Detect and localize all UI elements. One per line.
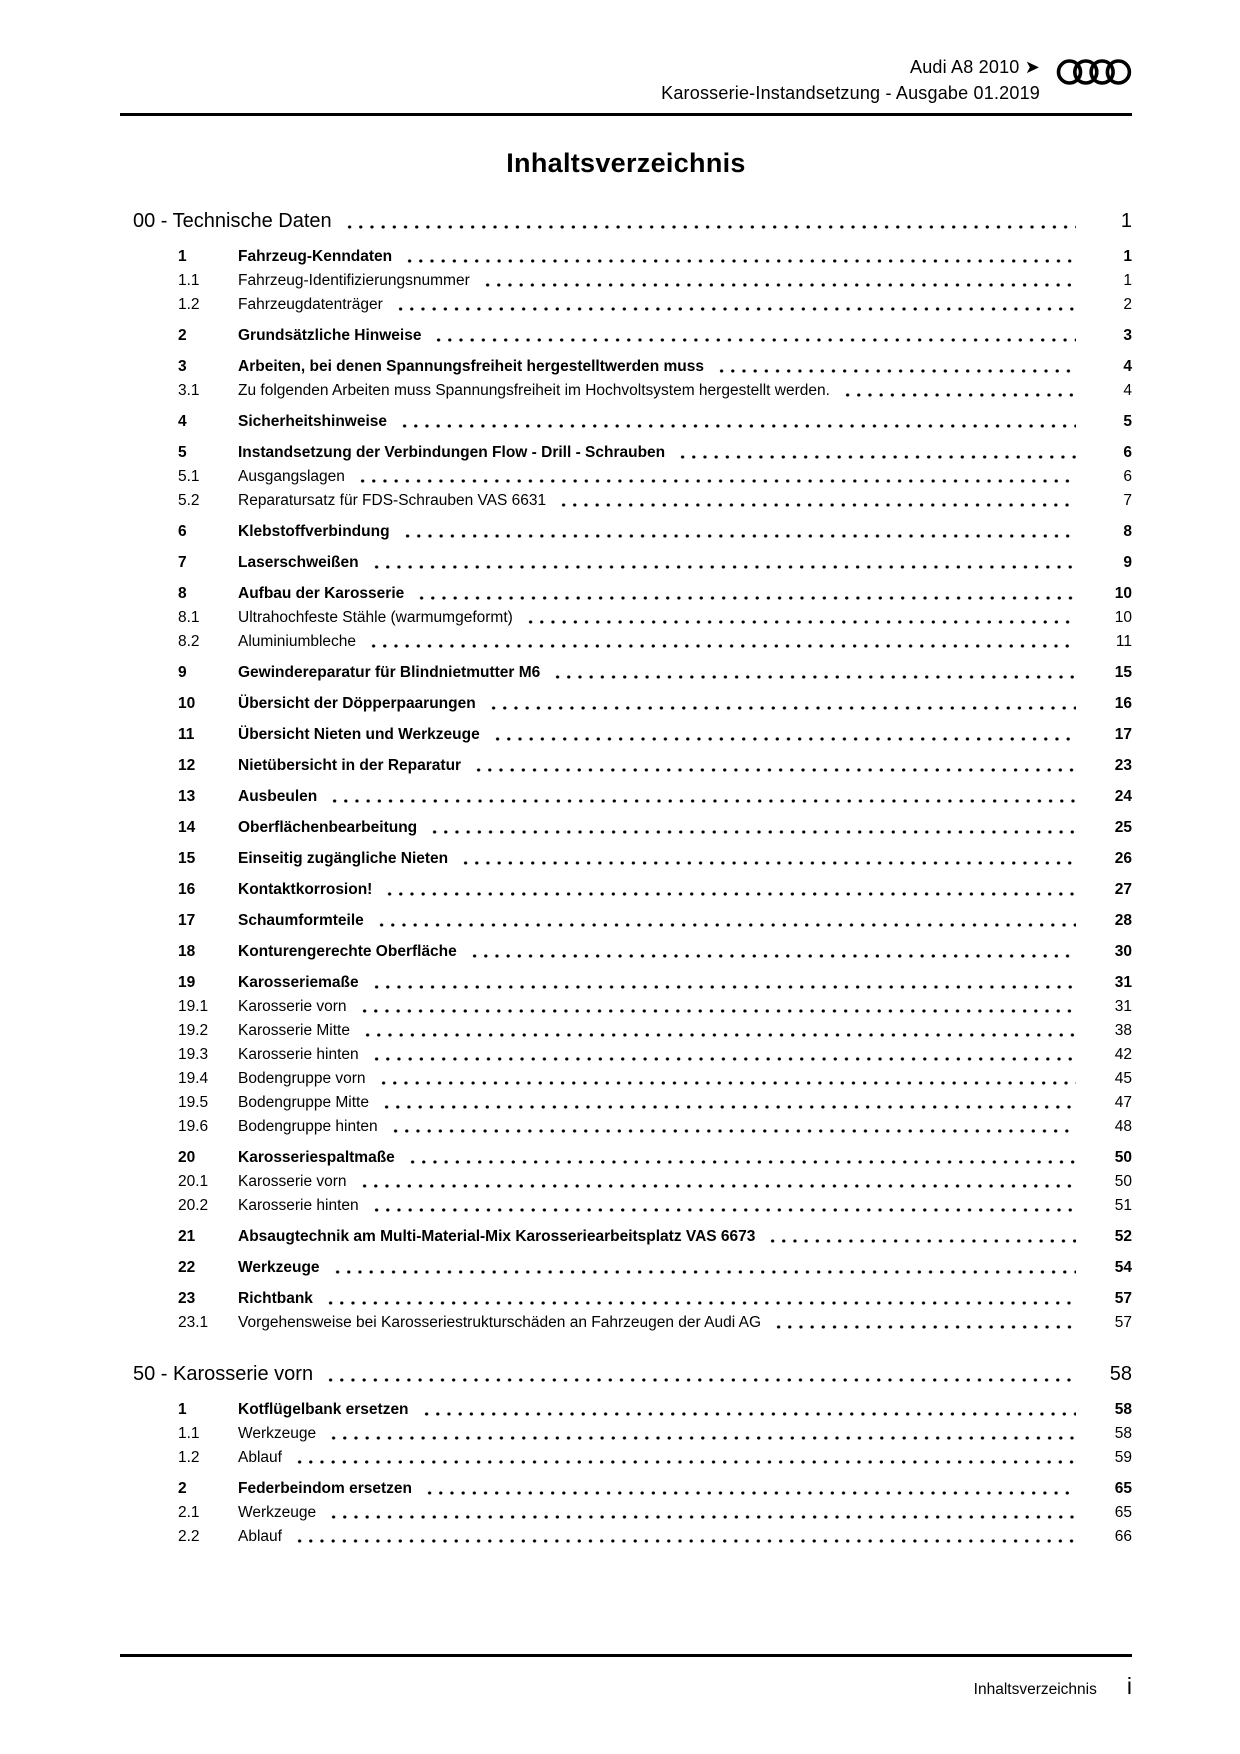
- toc-entry: [120, 631, 1132, 652]
- dot-leader: [842, 393, 1076, 397]
- entry-page-number: 1: [1123, 272, 1132, 289]
- toc-chapter: [120, 208, 1132, 1333]
- entry-title: Werkzeuge: [238, 1504, 317, 1521]
- toc-entry: [120, 786, 1132, 807]
- dot-leader: [677, 455, 1076, 459]
- dot-leader: [399, 424, 1076, 428]
- entry-title: Schaumformteile: [238, 912, 364, 929]
- entry-page-number: 4: [1123, 358, 1132, 375]
- toc-entry: [120, 380, 1132, 401]
- entry-number: 2.2: [178, 1528, 200, 1545]
- dot-leader: [362, 1033, 1076, 1037]
- dot-leader: [328, 1515, 1076, 1519]
- toc-entry: [120, 1312, 1132, 1333]
- entry-number: 18: [178, 943, 196, 960]
- entry-number: 19.5: [178, 1094, 209, 1111]
- toc-entry: [120, 662, 1132, 683]
- entry-page-number: 51: [1114, 1197, 1132, 1214]
- entry-title: Fahrzeug-Identifizierungsnummer: [238, 272, 470, 289]
- entry-page-number: 10: [1114, 585, 1132, 602]
- entry-page-number: 11: [1115, 633, 1132, 650]
- entry-title: Arbeiten, bei denen Spannungsfreiheit hergestelltwerden muss: [238, 358, 704, 375]
- header-divider: [120, 113, 1132, 116]
- dot-leader: [473, 768, 1076, 772]
- entry-page-number: 2: [1123, 296, 1132, 313]
- entry-page-number: 50: [1114, 1149, 1132, 1166]
- entry-page-number: 52: [1114, 1228, 1132, 1245]
- entry-title: Absaugtechnik am Multi-Material-Mix Karosseriearbeitsplatz VAS 6673: [238, 1228, 756, 1245]
- entry-number: 19.4: [178, 1070, 209, 1087]
- entry-page-number: 57: [1114, 1314, 1132, 1331]
- toc-entry: [120, 294, 1132, 315]
- entry-title: Ausgangslagen: [238, 468, 345, 485]
- toc-entry: [120, 521, 1132, 542]
- entry-number: 12: [178, 757, 196, 774]
- toc-entry: [120, 1195, 1132, 1216]
- dot-leader: [325, 1378, 1076, 1382]
- dot-leader: [488, 706, 1076, 710]
- toc-entry: [120, 1171, 1132, 1192]
- entry-number: 1: [178, 248, 187, 265]
- toc-entry: [120, 246, 1132, 267]
- page-title: Inhaltsverzeichnis: [506, 148, 746, 178]
- header-model-line: Audi A8 2010 ➤: [910, 57, 1040, 77]
- entry-number: 17: [178, 912, 196, 929]
- dot-leader: [384, 892, 1076, 896]
- entry-number: 1.1: [178, 272, 200, 289]
- entry-number: 22: [178, 1259, 196, 1276]
- entry-title: Konturengerechte Oberfläche: [238, 943, 457, 960]
- entry-number: 10: [178, 695, 196, 712]
- dot-leader: [329, 799, 1076, 803]
- entry-number: 7: [178, 554, 187, 571]
- entry-page-number: 27: [1114, 881, 1132, 898]
- entry-title: Gewindereparatur für Blindnietmutter M6: [238, 664, 541, 681]
- entry-title: Werkzeuge: [238, 1259, 320, 1276]
- toc-entry: [120, 442, 1132, 463]
- toc-entry: [120, 607, 1132, 628]
- entry-page-number: 1: [1123, 248, 1132, 265]
- toc-entry: [120, 1257, 1132, 1278]
- entry-number: 1: [178, 1401, 187, 1418]
- entry-title: Bodengruppe hinten: [238, 1118, 378, 1135]
- toc-entry: [120, 996, 1132, 1017]
- entry-number: 6: [178, 523, 187, 540]
- entry-title: Ultrahochfeste Stähle (warmumgeformt): [238, 609, 513, 626]
- dot-leader: [460, 861, 1076, 865]
- dot-leader: [407, 1160, 1076, 1164]
- entry-page-number: 38: [1114, 1022, 1132, 1039]
- entry-title: Bodengruppe Mitte: [238, 1094, 369, 1111]
- dot-leader: [492, 737, 1076, 741]
- entry-title: Karosserie vorn: [238, 1173, 347, 1190]
- dot-leader: [344, 225, 1076, 229]
- entry-number: 8.2: [178, 633, 200, 650]
- entry-number: 16: [178, 881, 196, 898]
- entry-page-number: 10: [1114, 609, 1132, 626]
- entry-title: Richtbank: [238, 1290, 313, 1307]
- toc-entry: [120, 724, 1132, 745]
- entry-title: Klebstoffverbindung: [238, 523, 390, 540]
- dot-leader: [371, 1208, 1076, 1212]
- toc-entry: [120, 1068, 1132, 1089]
- toc-entry: [120, 490, 1132, 511]
- entry-title: Karosseriemaße: [238, 974, 359, 991]
- toc-entry: [120, 552, 1132, 573]
- toc-entry: [120, 755, 1132, 776]
- entry-page-number: 26: [1114, 850, 1132, 867]
- entry-page-number: 54: [1114, 1259, 1132, 1276]
- dot-leader: [416, 596, 1076, 600]
- entry-page-number: 16: [1114, 695, 1132, 712]
- toc-entry: [120, 972, 1132, 993]
- dot-leader: [558, 503, 1076, 507]
- entry-page-number: 58: [1114, 1401, 1132, 1418]
- entry-number: 19.3: [178, 1046, 209, 1063]
- toc-entry: [120, 1502, 1132, 1523]
- entry-number: 2.1: [178, 1504, 200, 1521]
- entry-page-number: 4: [1123, 382, 1132, 399]
- entry-number: 11: [178, 726, 195, 743]
- toc-entry: [120, 1020, 1132, 1041]
- toc-entry: [120, 1423, 1132, 1444]
- dot-leader: [773, 1325, 1076, 1329]
- toc-chapter-row: [120, 208, 1132, 234]
- entry-page-number: 5: [1123, 413, 1132, 430]
- page-footer: [120, 1654, 1132, 1700]
- entry-title: Aufbau der Karosserie: [238, 585, 405, 602]
- entry-number: 5.1: [178, 468, 200, 485]
- audi-rings-icon: [1056, 56, 1132, 88]
- entry-title: Kotflügelbank ersetzen: [238, 1401, 409, 1418]
- toc-entry: [120, 941, 1132, 962]
- entry-number: 2: [178, 327, 187, 344]
- entry-number: 5.2: [178, 492, 200, 509]
- toc-entry: [120, 466, 1132, 487]
- entry-page-number: 48: [1114, 1118, 1132, 1135]
- entry-page-number: 23: [1114, 757, 1132, 774]
- entry-page-number: 58: [1114, 1425, 1132, 1442]
- entry-page-number: 47: [1114, 1094, 1132, 1111]
- entry-title: Grundsätzliche Hinweise: [238, 327, 422, 344]
- dot-leader: [294, 1460, 1076, 1464]
- toc-chapter: [120, 1361, 1132, 1547]
- dot-leader: [429, 830, 1076, 834]
- toc-entry: [120, 693, 1132, 714]
- entry-number: 20: [178, 1149, 196, 1166]
- entry-number: 1.2: [178, 1449, 200, 1466]
- entry-page-number: 7: [1123, 492, 1132, 509]
- dot-leader: [371, 1057, 1076, 1061]
- dot-leader: [469, 954, 1076, 958]
- entry-title: Kontaktkorrosion!: [238, 881, 373, 898]
- dot-leader: [359, 1009, 1076, 1013]
- entry-page-number: 45: [1114, 1070, 1132, 1087]
- dot-leader: [402, 534, 1076, 538]
- entry-number: 8: [178, 585, 187, 602]
- entry-number: 19.6: [178, 1118, 209, 1135]
- entry-number: 23: [178, 1290, 196, 1307]
- entry-number: 19: [178, 974, 196, 991]
- toc-entry: [120, 325, 1132, 346]
- dot-leader: [390, 1129, 1076, 1133]
- dot-leader: [404, 259, 1076, 263]
- entry-number: 19.1: [178, 998, 209, 1015]
- entry-number: 21: [178, 1228, 196, 1245]
- dot-leader: [357, 479, 1076, 483]
- entry-title: Fahrzeugdatenträger: [238, 296, 383, 313]
- entry-number: 15: [178, 850, 196, 867]
- dot-leader: [482, 283, 1076, 287]
- toc-entry: [120, 1447, 1132, 1468]
- entry-number: 9: [178, 664, 187, 681]
- toc-entry: [120, 356, 1132, 377]
- entry-page-number: 3: [1123, 327, 1132, 344]
- entry-title: Bodengruppe vorn: [238, 1070, 366, 1087]
- toc-entry: [120, 1116, 1132, 1137]
- entry-title: Übersicht der Döpperpaarungen: [238, 695, 476, 712]
- footer-page-number: i: [1126, 1673, 1132, 1699]
- footer-label: Inhaltsverzeichnis: [973, 1681, 1097, 1698]
- entry-page-number: 66: [1114, 1528, 1132, 1545]
- toc-entry: [120, 270, 1132, 291]
- entry-title: Nietübersicht in der Reparatur: [238, 757, 462, 774]
- header-text: [661, 54, 1040, 106]
- entry-title: Übersicht Nieten und Werkzeuge: [238, 726, 480, 743]
- entry-page-number: 25: [1114, 819, 1132, 836]
- toc: [120, 208, 1132, 1547]
- entry-page-number: 28: [1114, 912, 1132, 929]
- dot-leader: [767, 1239, 1076, 1243]
- entry-page-number: 8: [1123, 523, 1132, 540]
- entry-title: Karosserie hinten: [238, 1197, 359, 1214]
- toc-entry: [120, 817, 1132, 838]
- page-header: [120, 54, 1132, 116]
- dot-leader: [421, 1412, 1076, 1416]
- entry-title: Ablauf: [238, 1449, 282, 1466]
- entry-number: 1.2: [178, 296, 200, 313]
- entry-number: 1.1: [178, 1425, 200, 1442]
- entry-title: Ausbeulen: [238, 788, 318, 805]
- entry-title: Federbeindom ersetzen: [238, 1480, 412, 1497]
- toc-entry: [120, 583, 1132, 604]
- dot-leader: [368, 644, 1076, 648]
- entry-page-number: 50: [1114, 1173, 1132, 1190]
- toc-entry: [120, 1399, 1132, 1420]
- entry-title: Sicherheitshinweise: [238, 413, 388, 430]
- dot-leader: [716, 369, 1076, 373]
- entry-title: Karosserie Mitte: [238, 1022, 350, 1039]
- entry-page-number: 6: [1123, 468, 1132, 485]
- entry-number: 3.1: [178, 382, 200, 399]
- entry-title: Karosserie hinten: [238, 1046, 359, 1063]
- chapter-label: 50 - Karosserie vorn: [133, 1363, 314, 1385]
- entry-page-number: 31: [1114, 974, 1132, 991]
- entry-page-number: 42: [1114, 1046, 1132, 1063]
- toc-entry: [120, 1478, 1132, 1499]
- entry-number: 5: [178, 444, 187, 461]
- entry-title: Werkzeuge: [238, 1425, 317, 1442]
- entry-title: Fahrzeug-Kenndaten: [238, 248, 393, 265]
- entry-number: 3: [178, 358, 187, 375]
- entry-page-number: 6: [1123, 444, 1132, 461]
- entry-page-number: 30: [1114, 943, 1132, 960]
- toc-entry: [120, 1226, 1132, 1247]
- entry-number: 2: [178, 1480, 187, 1497]
- dot-leader: [525, 620, 1076, 624]
- entry-title: Ablauf: [238, 1528, 282, 1545]
- dot-leader: [328, 1436, 1076, 1440]
- dot-leader: [332, 1270, 1076, 1274]
- entry-number: 20.2: [178, 1197, 209, 1214]
- toc-entry: [120, 1044, 1132, 1065]
- dot-leader: [378, 1081, 1076, 1085]
- dot-leader: [371, 565, 1076, 569]
- dot-leader: [371, 985, 1076, 989]
- entry-title: Vorgehensweise bei Karosseriestrukturschäden an Fahrzeugen der Audi AG: [238, 1314, 762, 1331]
- entry-title: Reparatursatz für FDS-Schrauben VAS 6631: [238, 492, 547, 509]
- entry-page-number: 9: [1123, 554, 1132, 571]
- dot-leader: [433, 338, 1076, 342]
- toc-entry: [120, 1526, 1132, 1547]
- toc-entry: [120, 879, 1132, 900]
- entry-number: 4: [178, 413, 187, 430]
- entry-title: Aluminiumbleche: [238, 633, 357, 650]
- entry-number: 8.1: [178, 609, 200, 626]
- entry-title: Oberflächenbearbeitung: [238, 819, 418, 836]
- chapter-page-number: 1: [1120, 210, 1132, 232]
- toc-entry: [120, 910, 1132, 931]
- toc-entry: [120, 411, 1132, 432]
- dot-leader: [381, 1105, 1076, 1109]
- toc-entry: [120, 1147, 1132, 1168]
- entry-number: 20.1: [178, 1173, 209, 1190]
- dot-leader: [294, 1539, 1076, 1543]
- dot-leader: [395, 307, 1076, 311]
- dot-leader: [376, 923, 1076, 927]
- entry-title: Laserschweißen: [238, 554, 359, 571]
- entry-number: 14: [178, 819, 196, 836]
- toc-entry: [120, 848, 1132, 869]
- dot-leader: [325, 1301, 1076, 1305]
- entry-title: Zu folgenden Arbeiten muss Spannungsfreiheit im Hochvoltsystem hergestellt werden.: [238, 382, 830, 399]
- entry-page-number: 31: [1114, 998, 1132, 1015]
- entry-number: 23.1: [178, 1314, 209, 1331]
- dot-leader: [359, 1184, 1076, 1188]
- entry-page-number: 17: [1114, 726, 1132, 743]
- toc-entry: [120, 1288, 1132, 1309]
- entry-number: 13: [178, 788, 196, 805]
- entry-title: Einseitig zugängliche Nieten: [238, 850, 449, 867]
- entry-page-number: 65: [1114, 1480, 1132, 1497]
- entry-number: 19.2: [178, 1022, 209, 1039]
- entry-page-number: 57: [1114, 1290, 1132, 1307]
- chapter-label: 00 - Technische Daten: [133, 210, 332, 232]
- entry-page-number: 15: [1114, 664, 1132, 681]
- entry-page-number: 65: [1114, 1504, 1132, 1521]
- entry-page-number: 24: [1114, 788, 1132, 805]
- entry-title: Karosserie vorn: [238, 998, 347, 1015]
- entry-title: Karosseriespaltmaße: [238, 1149, 395, 1166]
- toc-entry: [120, 1092, 1132, 1113]
- toc-chapter-row: [120, 1361, 1132, 1387]
- dot-leader: [552, 675, 1076, 679]
- entry-title: Instandsetzung der Verbindungen Flow - Drill - Schrauben: [238, 444, 666, 461]
- header-subtitle: Karosserie-Instandsetzung - Ausgabe 01.2019: [661, 83, 1040, 103]
- entry-page-number: 59: [1114, 1449, 1132, 1466]
- footer-divider: [120, 1654, 1132, 1657]
- chapter-page-number: 58: [1109, 1363, 1132, 1385]
- dot-leader: [424, 1491, 1076, 1495]
